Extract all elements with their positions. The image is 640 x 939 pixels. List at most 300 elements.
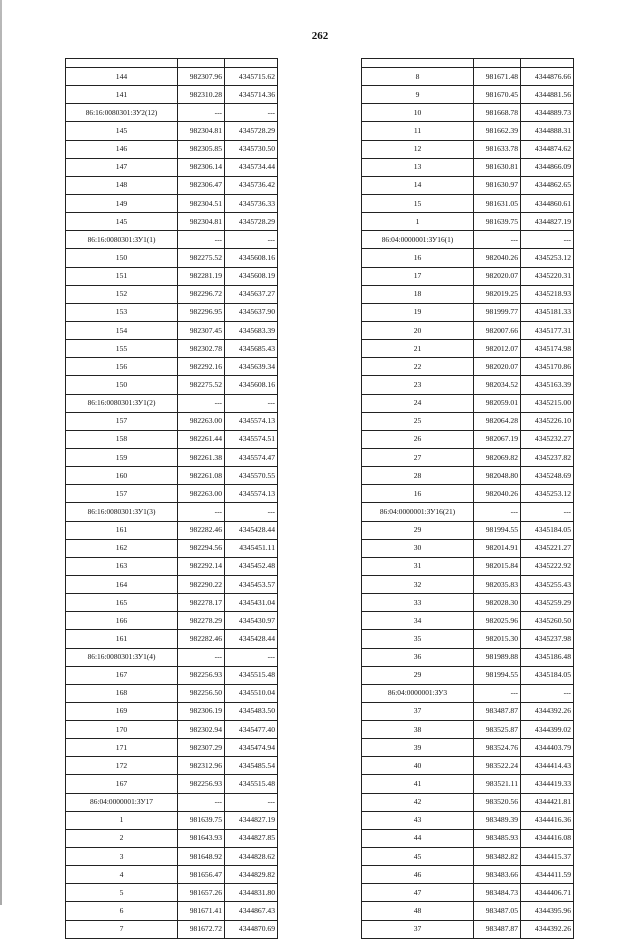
x-coordinate-cell: 981639.75 [178,811,225,829]
y-coordinate-cell: 4344827.19 [521,213,574,231]
point-id-cell: 161 [66,521,178,539]
point-id-cell: 42 [362,793,474,811]
y-coordinate-cell: 4345574.47 [225,448,278,466]
table-row [66,158,278,176]
y-coordinate-cell: 4345728.29 [225,213,278,231]
table-row [66,848,278,866]
point-id-cell: 28 [362,467,474,485]
table-row [66,303,278,321]
table-row [362,884,574,902]
point-id-cell: 145 [66,122,178,140]
x-coordinate-cell: 983521.11 [474,775,521,793]
point-id-cell: 6 [66,902,178,920]
point-id-cell: 16 [362,249,474,267]
y-coordinate-cell: --- [521,231,574,249]
point-id-cell: 151 [66,267,178,285]
point-id-cell: 29 [362,521,474,539]
y-coordinate-cell: 4344827.19 [225,811,278,829]
y-coordinate-cell: 4344406.71 [521,884,574,902]
point-id-cell: 165 [66,594,178,612]
table-row [362,485,574,503]
point-id-cell [362,59,474,68]
y-coordinate-cell: 4345608.19 [225,267,278,285]
point-id-cell: 37 [362,920,474,938]
table-row [362,122,574,140]
point-id-cell: 22 [362,358,474,376]
x-coordinate-cell: 982304.51 [178,194,225,212]
table-row [362,630,574,648]
point-id-cell: 23 [362,376,474,394]
point-id-cell: 21 [362,340,474,358]
y-coordinate-cell: 4344867.43 [225,902,278,920]
table-row [66,630,278,648]
y-coordinate-cell: 4344870.69 [225,920,278,938]
y-coordinate-cell: 4345174.98 [521,340,574,358]
x-coordinate-cell: 982020.07 [474,267,521,285]
point-id-cell: 44 [362,829,474,847]
table-row [362,848,574,866]
x-coordinate-cell: 981657.26 [178,884,225,902]
x-coordinate-cell: 982306.47 [178,176,225,194]
table-row [66,340,278,358]
y-coordinate-cell: 4344866.09 [521,158,574,176]
point-id-cell: 145 [66,213,178,231]
point-id-cell: 26 [362,430,474,448]
x-coordinate-cell: 982035.83 [474,575,521,593]
table-row [362,757,574,775]
x-coordinate-cell: 982040.26 [474,249,521,267]
y-coordinate-cell: 4345639.34 [225,358,278,376]
x-coordinate-cell: 981633.78 [474,140,521,158]
point-id-cell: 47 [362,884,474,902]
table-row [66,539,278,557]
table-row [362,267,574,285]
point-id-cell: 13 [362,158,474,176]
point-id-cell: 86:04:0000001:ЗУ17 [66,793,178,811]
y-coordinate-cell: 4345253.12 [521,485,574,503]
point-id-cell: 168 [66,684,178,702]
y-coordinate-cell: --- [225,503,278,521]
table-row [362,920,574,938]
x-coordinate-cell: 982007.66 [474,321,521,339]
y-coordinate-cell: 4345259.29 [521,594,574,612]
y-coordinate-cell: 4345574.13 [225,412,278,430]
y-coordinate-cell: 4345515.48 [225,666,278,684]
point-id-cell: 10 [362,104,474,122]
point-id-cell: 19 [362,303,474,321]
table-row [362,376,574,394]
x-coordinate-cell: 981662.39 [474,122,521,140]
x-coordinate-cell: 983524.76 [474,739,521,757]
table-row [66,430,278,448]
table-row [362,303,574,321]
y-coordinate-cell: 4345515.48 [225,775,278,793]
point-id-cell: 160 [66,467,178,485]
point-id-cell: 16 [362,485,474,503]
y-coordinate-cell: 4344829.82 [225,866,278,884]
point-id-cell: 172 [66,757,178,775]
y-coordinate-cell [521,59,574,68]
y-coordinate-cell: 4345474.94 [225,739,278,757]
table-row [362,104,574,122]
y-coordinate-cell: --- [225,394,278,412]
x-coordinate-cell [178,59,225,68]
y-coordinate-cell: 4345608.16 [225,376,278,394]
table-row [66,866,278,884]
x-coordinate-cell: 982067.19 [474,430,521,448]
table-row [362,448,574,466]
x-coordinate-cell: 982282.46 [178,521,225,539]
table-row [66,612,278,630]
x-coordinate-cell: 982296.95 [178,303,225,321]
table-row [362,140,574,158]
y-coordinate-cell: 4345608.16 [225,249,278,267]
point-id-cell: 3 [66,848,178,866]
x-coordinate-cell: 982256.50 [178,684,225,702]
x-coordinate-cell: 982015.84 [474,557,521,575]
point-id-cell: 144 [66,68,178,86]
table-row [362,285,574,303]
x-coordinate-cell: 981630.97 [474,176,521,194]
x-coordinate-cell: --- [474,503,521,521]
x-coordinate-cell: 982256.93 [178,666,225,684]
x-coordinate-cell: 982304.81 [178,122,225,140]
x-coordinate-cell: 982306.14 [178,158,225,176]
point-id-cell: 29 [362,666,474,684]
point-id-cell: 157 [66,485,178,503]
point-id-cell: 166 [66,612,178,630]
table-row [66,793,278,811]
point-id-cell: 35 [362,630,474,648]
y-coordinate-cell: 4345248.69 [521,467,574,485]
table-row [362,866,574,884]
y-coordinate-cell: 4344860.61 [521,194,574,212]
point-id-cell: 157 [66,412,178,430]
point-id-cell: 5 [66,884,178,902]
table-row [362,739,574,757]
x-coordinate-cell: 982281.19 [178,267,225,285]
point-id-cell: 171 [66,739,178,757]
y-coordinate-cell: 4344392.26 [521,702,574,720]
table-row [66,376,278,394]
y-coordinate-cell: 4344399.02 [521,721,574,739]
y-coordinate-cell: 4345574.13 [225,485,278,503]
y-coordinate-cell: 4344411.59 [521,866,574,884]
x-coordinate-cell: 982015.30 [474,630,521,648]
table-row [66,176,278,194]
y-coordinate-cell: 4344416.36 [521,811,574,829]
y-coordinate-cell: 4345431.04 [225,594,278,612]
table-row [66,721,278,739]
y-coordinate-cell: 4345430.97 [225,612,278,630]
point-id-cell: 4 [66,866,178,884]
y-coordinate-cell: 4344862.65 [521,176,574,194]
point-id-cell: 43 [362,811,474,829]
x-coordinate-cell: 981672.72 [178,920,225,938]
table-row [66,467,278,485]
x-coordinate-cell: --- [178,503,225,521]
y-coordinate-cell: 4345237.98 [521,630,574,648]
x-coordinate-cell: 982025.96 [474,612,521,630]
point-id-cell: 158 [66,430,178,448]
point-id-cell: 86:16:0080301:ЗУ1(3) [66,503,178,521]
point-id-cell: 86:04:0000001:ЗУ3 [362,684,474,702]
y-coordinate-cell: 4344414.43 [521,757,574,775]
x-coordinate-cell: 981639.75 [474,213,521,231]
x-coordinate-cell: 982064.28 [474,412,521,430]
x-coordinate-cell: 982020.07 [474,358,521,376]
point-id-cell: 167 [66,666,178,684]
point-id-cell: 20 [362,321,474,339]
table-row [362,412,574,430]
point-id-cell: 9 [362,86,474,104]
table-row [66,648,278,666]
table-row [66,485,278,503]
table-row [362,213,574,231]
point-id-cell: 163 [66,557,178,575]
point-id-cell: 27 [362,448,474,466]
x-coordinate-cell: 983483.66 [474,866,521,884]
table-row [66,521,278,539]
point-id-cell: 18 [362,285,474,303]
x-coordinate-cell: 982256.93 [178,775,225,793]
point-id-cell: 153 [66,303,178,321]
x-coordinate-cell: 982292.14 [178,557,225,575]
x-coordinate-cell: 981999.77 [474,303,521,321]
x-coordinate-cell: 983487.87 [474,920,521,938]
x-coordinate-cell: 982040.26 [474,485,521,503]
point-id-cell: 148 [66,176,178,194]
table-row [362,829,574,847]
point-id-cell: 156 [66,358,178,376]
x-coordinate-cell: --- [178,648,225,666]
point-id-cell: 1 [362,213,474,231]
x-coordinate-cell [474,59,521,68]
point-id-cell: 15 [362,194,474,212]
table-row [66,702,278,720]
y-coordinate-cell: 4345253.12 [521,249,574,267]
x-coordinate-cell: 982278.17 [178,594,225,612]
x-coordinate-cell: 981631.05 [474,194,521,212]
table-row [66,684,278,702]
x-coordinate-cell: 982305.85 [178,140,225,158]
y-coordinate-cell: 4345222.92 [521,557,574,575]
y-coordinate-cell: 4345510.04 [225,684,278,702]
table-row [66,249,278,267]
y-coordinate-cell: 4344831.80 [225,884,278,902]
y-coordinate-cell: 4345428.44 [225,521,278,539]
table-row [362,194,574,212]
x-coordinate-cell: 981643.93 [178,829,225,847]
point-id-cell: 17 [362,267,474,285]
y-coordinate-cell: 4344395.96 [521,902,574,920]
y-coordinate-cell: 4345637.90 [225,303,278,321]
table-row [66,884,278,902]
y-coordinate-cell [225,59,278,68]
y-coordinate-cell: 4344415.37 [521,848,574,866]
table-row [66,267,278,285]
x-coordinate-cell: --- [178,793,225,811]
table-row [362,231,574,249]
table-row [362,158,574,176]
table-row [66,231,278,249]
point-id-cell: 155 [66,340,178,358]
x-coordinate-cell: 982307.45 [178,321,225,339]
table-row [362,467,574,485]
y-coordinate-cell: 4344416.08 [521,829,574,847]
x-coordinate-cell: 983489.39 [474,811,521,829]
point-id-cell: 46 [362,866,474,884]
y-coordinate-cell: 4345237.82 [521,448,574,466]
point-id-cell: 86:16:0080301:ЗУ1(4) [66,648,178,666]
table-row [66,829,278,847]
table-row [362,775,574,793]
y-coordinate-cell: 4344888.31 [521,122,574,140]
x-coordinate-cell: 983525.87 [474,721,521,739]
point-id-cell: 40 [362,757,474,775]
y-coordinate-cell: 4345260.50 [521,612,574,630]
point-id-cell: 38 [362,721,474,739]
x-coordinate-cell: 982059.01 [474,394,521,412]
x-coordinate-cell: --- [474,684,521,702]
table-row [362,557,574,575]
page-number: 262 [311,30,329,42]
table-row [66,358,278,376]
y-coordinate-cell: 4345177.31 [521,321,574,339]
y-coordinate-cell: 4345683.39 [225,321,278,339]
y-coordinate-cell: 4345232.27 [521,430,574,448]
table-row [362,721,574,739]
x-coordinate-cell: 982278.29 [178,612,225,630]
x-coordinate-cell: --- [178,394,225,412]
x-coordinate-cell: --- [474,231,521,249]
y-coordinate-cell: 4345184.05 [521,666,574,684]
x-coordinate-cell: 981648.92 [178,848,225,866]
y-coordinate-cell: 4344419.33 [521,775,574,793]
table-row [362,358,574,376]
y-coordinate-cell: 4345218.93 [521,285,574,303]
point-id-cell: 164 [66,575,178,593]
table-row [362,521,574,539]
y-coordinate-cell: 4345255.43 [521,575,574,593]
point-id-cell [66,59,178,68]
point-id-cell: 149 [66,194,178,212]
x-coordinate-cell: 982307.29 [178,739,225,757]
point-id-cell: 33 [362,594,474,612]
x-coordinate-cell: 982263.00 [178,485,225,503]
point-id-cell: 147 [66,158,178,176]
point-id-cell: 150 [66,249,178,267]
table-row [66,775,278,793]
y-coordinate-cell: 4345736.42 [225,176,278,194]
y-coordinate-cell: --- [225,104,278,122]
table-row [66,394,278,412]
point-id-cell: 12 [362,140,474,158]
table-row [362,176,574,194]
point-id-cell: 14 [362,176,474,194]
point-id-cell: 154 [66,321,178,339]
point-id-cell: 48 [362,902,474,920]
x-coordinate-cell: 982263.00 [178,412,225,430]
point-id-cell: 8 [362,68,474,86]
x-coordinate-cell: 982294.56 [178,539,225,557]
y-coordinate-cell: 4345734.44 [225,158,278,176]
y-coordinate-cell: --- [225,231,278,249]
table-row [66,285,278,303]
point-id-cell: 150 [66,376,178,394]
table-row [362,321,574,339]
x-coordinate-cell: 982275.52 [178,376,225,394]
y-coordinate-cell: 4345186.48 [521,648,574,666]
point-id-cell: 25 [362,412,474,430]
x-coordinate-cell: 982307.96 [178,68,225,86]
x-coordinate-cell: 983487.87 [474,702,521,720]
table-row [66,194,278,212]
x-coordinate-cell: 982012.07 [474,340,521,358]
table-row [66,122,278,140]
y-coordinate-cell: 4344874.62 [521,140,574,158]
x-coordinate-cell: 982014.91 [474,539,521,557]
table-row [66,412,278,430]
x-coordinate-cell: 982310.28 [178,86,225,104]
point-id-cell: 37 [362,702,474,720]
point-id-cell: 152 [66,285,178,303]
y-coordinate-cell: 4344876.66 [521,68,574,86]
table-row [362,394,574,412]
point-id-cell: 7 [66,920,178,938]
table-row [362,648,574,666]
y-coordinate-cell: 4345570.55 [225,467,278,485]
x-coordinate-cell: 982306.19 [178,702,225,720]
scan-edge [0,0,2,905]
y-coordinate-cell: 4345685.43 [225,340,278,358]
table-row [362,811,574,829]
y-coordinate-cell: 4345485.54 [225,757,278,775]
x-coordinate-cell: 981670.45 [474,86,521,104]
x-coordinate-cell: 982069.82 [474,448,521,466]
table-row [362,59,574,68]
x-coordinate-cell: 982292.16 [178,358,225,376]
x-coordinate-cell: 982261.08 [178,467,225,485]
table-row [362,503,574,521]
table-row [66,321,278,339]
y-coordinate-cell: 4345163.39 [521,376,574,394]
y-coordinate-cell: 4345715.62 [225,68,278,86]
point-id-cell: 30 [362,539,474,557]
y-coordinate-cell: 4345637.27 [225,285,278,303]
point-id-cell: 86:16:0080301:ЗУ2(12) [66,104,178,122]
y-coordinate-cell: 4345220.31 [521,267,574,285]
table-row [66,920,278,938]
point-id-cell: 141 [66,86,178,104]
y-coordinate-cell: 4344889.73 [521,104,574,122]
x-coordinate-cell: 982312.96 [178,757,225,775]
table-row [66,59,278,68]
point-id-cell: 34 [362,612,474,630]
table-row [362,539,574,557]
x-coordinate-cell: 981671.41 [178,902,225,920]
y-coordinate-cell: 4345226.10 [521,412,574,430]
y-coordinate-cell: 4345452.48 [225,557,278,575]
y-coordinate-cell: 4345477.40 [225,721,278,739]
table-row [66,757,278,775]
x-coordinate-cell: 983484.73 [474,884,521,902]
y-coordinate-cell: --- [521,503,574,521]
point-id-cell: 86:04:0000001:ЗУ16(1) [362,231,474,249]
table-row [362,702,574,720]
point-id-cell: 24 [362,394,474,412]
table-row [362,575,574,593]
